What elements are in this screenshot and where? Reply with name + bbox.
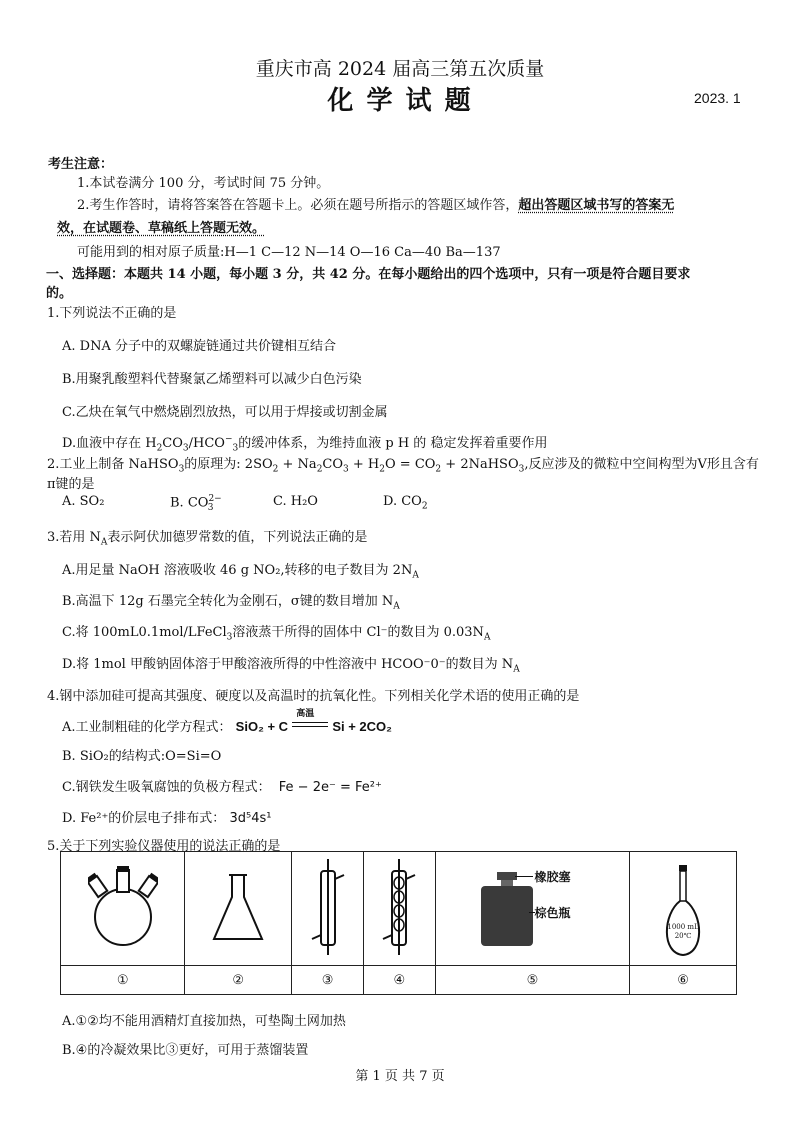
q3-b-text: B.高温下 12g 石墨完全转化为金刚石，σ键的数目增加 N xyxy=(62,594,394,609)
q2-sub: 3 xyxy=(178,464,185,475)
q2-b-sub: 3 xyxy=(207,502,214,513)
volumetric-flask-diagram xyxy=(653,859,713,959)
q3-stem-text: 3.若用 N xyxy=(47,530,101,545)
q3-sub: A xyxy=(483,632,491,643)
exam-series-title: 重庆市高 2024 届高三第五次质量 xyxy=(255,58,545,80)
q2-stem-part: O = CO xyxy=(385,457,436,472)
q4-a-equation-left: SiO₂ + C xyxy=(235,719,289,734)
q4-d-text: D. Fe²⁺的价层电子排布式： xyxy=(62,811,226,826)
q2-stem-part: CO xyxy=(322,457,344,472)
notice-item-1: 1.本试卷满分 100 分，考试时间 75 分钟。 xyxy=(77,176,330,191)
notice-heading: 考生注意： xyxy=(48,157,114,172)
three-neck-flask-icon xyxy=(88,862,158,952)
q2-option-d xyxy=(383,494,428,512)
notice-item-2-emphasis: 超出答题区域书写的答案无 xyxy=(518,198,675,213)
q1-option-c: C.乙炔在氧气中燃烧剧烈放热，可以用于焊接或切割金属 xyxy=(62,405,388,420)
q5-option-b: B.④的冷凝效果比③更好，可用于蒸馏装置 xyxy=(62,1043,309,1058)
q3-sub: A xyxy=(513,664,520,675)
notice-item-2-text: 2.考生作答时，请将答案答在答题卡上。必须在题号所指示的答题区域作答， xyxy=(77,198,519,213)
equals-line xyxy=(292,726,328,727)
apparatus-label: ② xyxy=(185,966,292,995)
rubber-stopper-label: 橡胶塞 xyxy=(534,869,571,884)
q3-option-b xyxy=(62,590,400,612)
q2-b-formula: B. CO xyxy=(170,495,209,511)
stopper-pointer xyxy=(515,876,533,877)
q4-option-a xyxy=(62,709,392,735)
q2-sub: 2 xyxy=(435,464,442,475)
q3-option-a xyxy=(62,559,419,581)
apparatus-label: ③ xyxy=(292,966,364,995)
section-heading: 一、选择题：本题共 14 小题，每小题 3 分，共 42 分。在每小题给出的四个选项中，只有一项是符合题目要求 xyxy=(46,267,691,282)
q2-sub: 2 xyxy=(272,464,279,475)
bulb-condenser-icon xyxy=(379,857,419,957)
q5-stem: 5.关于下列实验仪器使用的说法正确的是 xyxy=(47,839,281,854)
q3-d-text: D.将 1mol 甲酸钠固体溶于甲酸溶液所得的中性溶液中 HCOO⁻0⁻的数目为 N xyxy=(62,657,514,672)
q3-sub: A xyxy=(100,537,108,548)
q1-d-sub: 3 xyxy=(232,443,239,454)
q1-option-a: A. DNA 分子中的双螺旋链通过共价键相互结合 xyxy=(62,339,336,354)
q4-d-equation: 3d⁵4s¹ xyxy=(229,811,272,826)
apparatus-cell xyxy=(435,852,629,966)
apparatus-label: ④ xyxy=(363,966,435,995)
q3-c-text: 溶液蒸干所得的固体中 Cl⁻的数目为 0.03N xyxy=(232,625,484,640)
apparatus-cell xyxy=(185,852,292,966)
q1-d-sup: − xyxy=(224,434,233,445)
apparatus-label: ⑥ xyxy=(630,966,737,995)
apparatus-cell xyxy=(61,852,185,966)
q3-c-text: C.将 100mL0.1mol/LFeCl xyxy=(62,625,227,640)
erlenmeyer-flask-icon xyxy=(208,867,268,947)
q4-option-c xyxy=(62,776,382,795)
q4-a-text: A.工业制粗硅的化学方程式： xyxy=(62,720,232,735)
q1-option-d xyxy=(62,432,547,454)
q4-stem: 4.钢中添加硅可提高其强度、硬度以及高温时的抗氧化性。下列相关化学术语的使用正确的是 xyxy=(47,689,580,704)
q5-option-a: A.①②均不能用酒精灯直接加热，可垫陶土网加热 xyxy=(62,1014,346,1029)
q3-option-c xyxy=(62,621,490,643)
q2-option-b xyxy=(170,494,222,513)
q2-stem xyxy=(47,453,759,475)
apparatus-cell xyxy=(363,852,435,966)
page-number: 第 1 页 共 7 页 xyxy=(355,1069,445,1084)
q1-d-text: 的缓冲体系，为维持血液 p H 的 稳定发挥着重要作用 xyxy=(238,436,548,451)
notice-item-2 xyxy=(77,194,674,213)
exam-subject-title: 化 学 试 题 xyxy=(327,86,473,116)
q2-option-a: A. SO₂ xyxy=(62,494,105,509)
section-heading-cont: 的。 xyxy=(46,286,73,301)
q1-d-formula: CO xyxy=(162,436,183,451)
q2-sub: 2 xyxy=(379,464,385,475)
brown-bottle-icon xyxy=(477,870,537,950)
apparatus-cell xyxy=(292,852,364,966)
straight-condenser-icon xyxy=(308,857,348,957)
q3-a-text: A.用足量 NaOH 溶液吸收 46 g NO₂,转移的电子数目为 2N xyxy=(62,563,413,578)
q4-option-d xyxy=(62,807,271,826)
q2-stem-line2: π键的是 xyxy=(47,477,95,492)
q2-b-sup: 2− xyxy=(208,494,222,504)
q1-d-formula: /HCO xyxy=(188,436,225,451)
q1-option-b: B.用聚乳酸塑料代替聚氯乙烯塑料可以减少白色污染 xyxy=(62,372,362,387)
q4-a-equation-right: Si + 2CO₂ xyxy=(332,719,392,734)
q3-stem xyxy=(47,526,367,548)
q2-option-c: C. H₂O xyxy=(273,494,318,509)
q4-option-b: B. SiO₂的结构式:O=Si=O xyxy=(62,749,222,764)
q2-d-sub: 2 xyxy=(421,501,428,512)
q3-sub: A xyxy=(412,570,419,581)
atomic-masses: 可能用到的相对原子质量:H—1 C—12 N—14 O—16 Ca—40 Ba—137 xyxy=(77,245,501,260)
q4-a-condition-label: 高温 xyxy=(296,709,315,719)
q3-sub: A xyxy=(393,601,400,612)
q3-stem-text: 表示阿伏加德罗常数的值，下列说法正确的是 xyxy=(107,530,368,545)
notice-item-2-line2: 效，在试题卷、草稿纸上答题无效。 xyxy=(57,221,266,236)
apparatus-label: ① xyxy=(61,966,185,995)
q3-option-d xyxy=(62,653,520,675)
q3-sub: 3 xyxy=(226,632,233,643)
q2-sub: 3 xyxy=(343,464,349,475)
apparatus-label: ⑤ xyxy=(435,966,629,995)
brown-bottle-diagram xyxy=(477,864,587,954)
apparatus-cell xyxy=(630,852,737,966)
flask-volume-label: 1000 mL xyxy=(667,922,699,931)
q4-c-equation: Fe − 2e⁻ = Fe²⁺ xyxy=(278,780,382,795)
q4-c-text: C.钢铁发生吸氧腐蚀的负极方程式： xyxy=(62,780,271,795)
q2-stem-part: 的原理为: 2SO xyxy=(184,457,273,472)
q2-stem-part: 2.工业上制备 NaHSO xyxy=(47,457,179,472)
q2-stem-part: + 2NaHSO xyxy=(441,457,519,472)
q2-sub: 2 xyxy=(316,464,323,475)
q2-d-formula: D. CO xyxy=(383,494,422,509)
q1-d-text: D.血液中存在 H xyxy=(62,436,157,451)
q2-stem-part: + H xyxy=(348,457,380,472)
volumetric-flask-icon xyxy=(653,859,713,959)
q2-stem-part: ,反应涉及的微粒中空间构型为V形且含有 xyxy=(524,457,759,472)
apparatus-table xyxy=(60,851,737,995)
equals-line xyxy=(292,722,328,723)
q1-d-sub: 3 xyxy=(182,443,189,454)
q1-d-sub: 2 xyxy=(156,443,163,454)
brown-bottle-label: 棕色瓶 xyxy=(534,905,571,920)
q2-stem-part: + Na xyxy=(278,457,317,472)
q2-sub: 3 xyxy=(518,464,525,475)
exam-date: 2023. 1 xyxy=(694,90,741,106)
flask-temperature-label: 20℃ xyxy=(674,931,692,940)
q1-stem: 1.下列说法不正确的是 xyxy=(47,306,177,321)
